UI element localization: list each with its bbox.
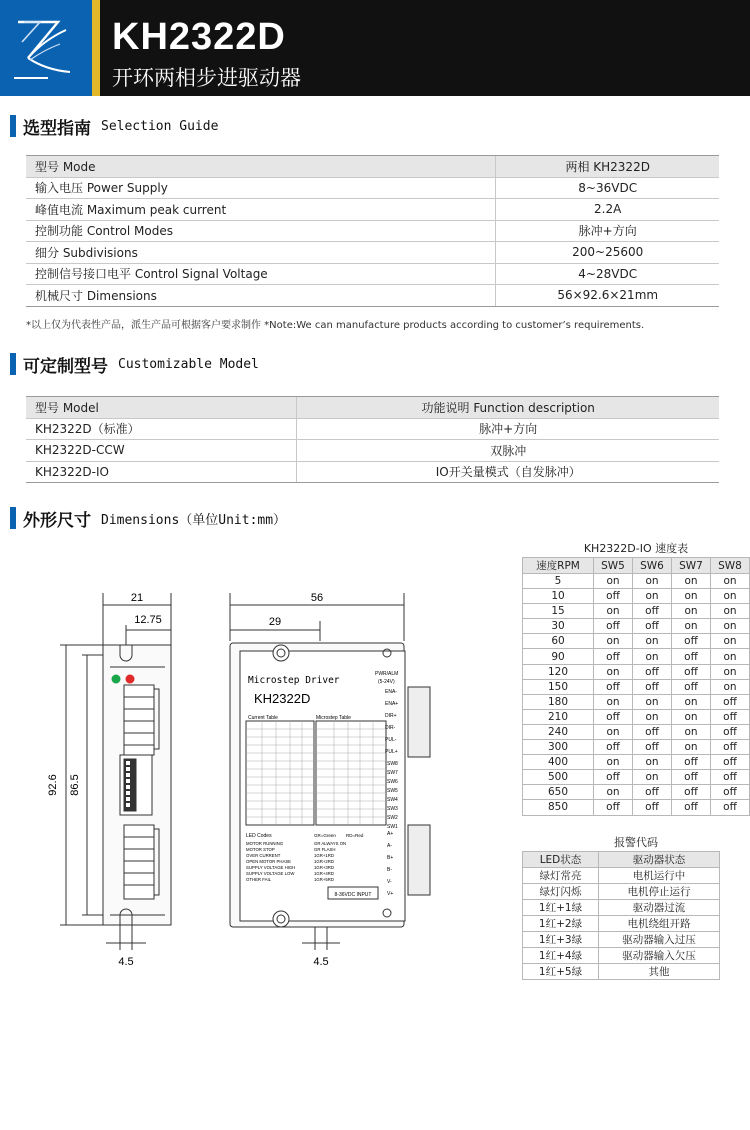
table-cell: on: [594, 755, 633, 770]
page-header: [0, 0, 750, 96]
table-row: [523, 709, 750, 724]
table-cell: off: [672, 770, 711, 785]
table-cell: on: [594, 634, 633, 649]
table-cell: 400: [523, 755, 594, 770]
table-cell: 峰值电流 Maximum peak current: [26, 199, 496, 221]
table-cell: 210: [523, 709, 594, 724]
alarm-table-title: 报警代码: [614, 836, 658, 849]
table-cell: 电机停止运行: [599, 884, 720, 900]
dim-label-86-5: 86.5: [69, 774, 81, 796]
table-row: [523, 964, 720, 980]
table-cell: on: [633, 574, 672, 589]
table-row: [523, 604, 750, 619]
table-cell: on: [672, 709, 711, 724]
table-cell: KH2322D（标准）: [26, 418, 297, 440]
table-cell: off: [711, 709, 750, 724]
table-cell: on: [672, 619, 711, 634]
table-cell: on: [633, 634, 672, 649]
table-cell: on: [633, 649, 672, 664]
selection-table: [26, 155, 719, 307]
table-cell: 1红+5绿: [523, 964, 599, 980]
table-cell: on: [672, 589, 711, 604]
dim-label-4-5-front: 4.5: [313, 956, 329, 968]
table-row: [523, 948, 720, 964]
svg-text:SW5: SW5: [387, 788, 398, 794]
svg-text:SW1: SW1: [387, 824, 398, 830]
table-cell: off: [594, 589, 633, 604]
table-cell: off: [711, 770, 750, 785]
table-row: [523, 694, 750, 709]
table-cell: on: [594, 785, 633, 800]
table-cell: 15: [523, 604, 594, 619]
table-cell: 脉冲+方向: [496, 220, 719, 242]
table-cell: off: [672, 649, 711, 664]
table-row: [26, 285, 719, 307]
svg-text:B-: B-: [387, 867, 392, 873]
table-cell: off: [594, 740, 633, 755]
svg-text:OTHER FAIL: OTHER FAIL: [246, 877, 272, 882]
model-title: KH2322D: [112, 16, 286, 58]
table-cell: 1红+2绿: [523, 916, 599, 932]
svg-text:V+: V+: [387, 891, 394, 897]
table-cell: off: [594, 679, 633, 694]
table-row: [26, 177, 719, 199]
svg-text:GR ALWAYS ON: GR ALWAYS ON: [314, 841, 347, 846]
table-cell: 电机绕组开路: [599, 916, 720, 932]
svg-text:MOTOR RUNNING: MOTOR RUNNING: [246, 841, 284, 846]
table-cell: 500: [523, 770, 594, 785]
section-selection-heading: [10, 114, 218, 138]
table-cell: off: [633, 679, 672, 694]
svg-text:SW4: SW4: [387, 797, 398, 803]
table-cell: off: [594, 800, 633, 815]
table-row: [523, 740, 750, 755]
label-input: 8-36VDC INPUT: [334, 892, 372, 898]
column-header: SW8: [711, 558, 750, 574]
table-cell: 双脉冲: [297, 440, 719, 462]
dims-title-cn: 外形尺寸: [23, 510, 91, 531]
custom-title-en: Customizable Model: [118, 356, 259, 372]
table-cell: off: [711, 800, 750, 815]
table-cell: on: [711, 649, 750, 664]
table-cell: on: [633, 589, 672, 604]
label-current-title: Current Table: [248, 715, 278, 721]
svg-text:OPEN MOTOR PHASE: OPEN MOTOR PHASE: [246, 859, 292, 864]
table-cell: on: [711, 574, 750, 589]
table-cell: 驱动器过流: [599, 900, 720, 916]
svg-text:ENA+: ENA+: [385, 701, 399, 707]
svg-text:MOTOR STOP: MOTOR STOP: [246, 847, 275, 852]
table-row: [523, 724, 750, 739]
table-row: [523, 916, 720, 932]
svg-text:B+: B+: [387, 855, 394, 861]
svg-text:DIR+: DIR+: [385, 713, 397, 719]
table-cell: off: [672, 634, 711, 649]
table-cell: 型号 Mode: [26, 156, 496, 178]
table-row: [523, 884, 720, 900]
table-row: [26, 263, 719, 285]
table-cell: on: [672, 604, 711, 619]
table-cell: 电机运行中: [599, 868, 720, 884]
column-header: LED状态: [523, 852, 599, 868]
speed-table-title: KH2322D-IO 速度表: [583, 542, 689, 555]
table-cell: 输入电压 Power Supply: [26, 177, 496, 199]
table-cell: 650: [523, 785, 594, 800]
svg-text:A-: A-: [387, 843, 392, 849]
table-cell: off: [711, 740, 750, 755]
table-row: [523, 900, 720, 916]
table-cell: 180: [523, 694, 594, 709]
label-pwr: PWR/ALM: [375, 671, 399, 677]
selection-note: *以上仅为代表性产品，派生产品可根据客户要求制作 *Note:We can manufacture products according to customer’s requirements.: [26, 320, 645, 331]
label-brand: Microstep Driver: [248, 675, 340, 686]
table-cell: off: [672, 664, 711, 679]
table-row: [523, 664, 750, 679]
table-row: [26, 156, 719, 178]
table-cell: on: [594, 574, 633, 589]
svg-text:1GR+4RD: 1GR+4RD: [314, 871, 334, 876]
table-cell: off: [672, 785, 711, 800]
label-led-red: RD=Red: [346, 833, 364, 838]
table-cell: on: [672, 694, 711, 709]
led-green: [112, 675, 121, 684]
speed-table: [522, 557, 750, 816]
table-cell: 驱动器输入过压: [599, 932, 720, 948]
table-cell: 5: [523, 574, 594, 589]
table-cell: 功能说明 Function description: [297, 397, 719, 419]
table-cell: 1红+4绿: [523, 948, 599, 964]
section-dims-heading: [10, 506, 286, 530]
table-row: [523, 755, 750, 770]
svg-text:DIR-: DIR-: [385, 725, 396, 731]
table-cell: 型号 Model: [26, 397, 297, 419]
table-cell: on: [633, 770, 672, 785]
dim-label-4-5-side: 4.5: [118, 956, 134, 968]
table-cell: KH2322D-IO: [26, 461, 297, 483]
table-cell: on: [633, 694, 672, 709]
dim-label-29: 29: [268, 616, 282, 628]
table-cell: 30: [523, 619, 594, 634]
svg-text:SW2: SW2: [387, 815, 398, 821]
table-row: [26, 440, 719, 462]
dim-label-56: 56: [310, 592, 324, 604]
table-cell: off: [711, 694, 750, 709]
table-row: [523, 932, 720, 948]
table-cell: off: [633, 800, 672, 815]
table-cell: off: [633, 619, 672, 634]
table-row: [523, 589, 750, 604]
svg-text:SW8: SW8: [387, 761, 398, 767]
table-cell: off: [633, 604, 672, 619]
svg-text:V-: V-: [387, 879, 392, 885]
table-cell: off: [594, 709, 633, 724]
section-custom-heading: [10, 352, 259, 376]
svg-text:1GR+5RD: 1GR+5RD: [314, 877, 334, 882]
table-cell: on: [594, 664, 633, 679]
table-row: [26, 199, 719, 221]
table-row: [26, 242, 719, 264]
table-cell: off: [633, 724, 672, 739]
table-cell: 120: [523, 664, 594, 679]
table-cell: off: [711, 724, 750, 739]
table-cell: 绿灯常亮: [523, 868, 599, 884]
svg-text:PUL+: PUL+: [385, 749, 398, 755]
svg-text:PUL-: PUL-: [385, 737, 397, 743]
table-row: [523, 800, 750, 815]
svg-text:1GR+2RD: 1GR+2RD: [314, 859, 334, 864]
table-cell: off: [711, 785, 750, 800]
table-cell: off: [672, 679, 711, 694]
table-cell: on: [672, 724, 711, 739]
table-cell: off: [672, 800, 711, 815]
table-cell: off: [672, 755, 711, 770]
table-cell: 4~28VDC: [496, 263, 719, 285]
dims-title-en: Dimensions（单位Unit:mm）: [101, 512, 287, 528]
custom-table: [26, 396, 719, 483]
table-row: [523, 574, 750, 589]
table-cell: on: [711, 589, 750, 604]
svg-text:SW3: SW3: [387, 806, 398, 812]
table-cell: on: [594, 604, 633, 619]
table-row: [26, 461, 719, 483]
table-cell: on: [672, 574, 711, 589]
dim-label-21: 21: [130, 592, 144, 604]
table-cell: on: [633, 755, 672, 770]
table-row: [523, 868, 720, 884]
svg-text:OVER CURRENT: OVER CURRENT: [246, 853, 281, 858]
table-cell: off: [633, 785, 672, 800]
table-cell: on: [594, 694, 633, 709]
label-pwr-volt: (5-24V): [378, 679, 395, 685]
table-cell: on: [711, 679, 750, 694]
table-cell: off: [633, 740, 672, 755]
svg-text:ENA-: ENA-: [385, 689, 397, 695]
table-cell: 60: [523, 634, 594, 649]
svg-text:SUPPLY VOLTAGE HIGH: SUPPLY VOLTAGE HIGH: [246, 865, 296, 870]
table-cell: off: [594, 770, 633, 785]
table-cell: KH2322D-CCW: [26, 440, 297, 462]
table-cell: IO开关量模式（自发脉冲）: [297, 461, 719, 483]
table-cell: 脉冲+方向: [297, 418, 719, 440]
table-cell: on: [711, 664, 750, 679]
table-cell: 2.2A: [496, 199, 719, 221]
led-red: [126, 675, 135, 684]
column-header: SW7: [672, 558, 711, 574]
table-cell: on: [594, 724, 633, 739]
label-led-codes: LED Codes: [246, 833, 272, 839]
table-header-row: [523, 852, 720, 868]
table-row: [26, 220, 719, 242]
table-cell: 10: [523, 589, 594, 604]
svg-text:SW6: SW6: [387, 779, 398, 785]
table-cell: 56×92.6×21mm: [496, 285, 719, 307]
table-cell: 细分 Subdivisions: [26, 242, 496, 264]
dimension-drawing: [40, 585, 440, 975]
label-model: KH2322D: [254, 691, 311, 706]
table-cell: on: [711, 634, 750, 649]
table-row: [26, 397, 719, 419]
table-cell: 1红+1绿: [523, 900, 599, 916]
table-cell: 240: [523, 724, 594, 739]
custom-title-cn: 可定制型号: [23, 356, 108, 377]
column-header: SW6: [633, 558, 672, 574]
column-header: SW5: [594, 558, 633, 574]
selection-title-cn: 选型指南: [23, 118, 91, 139]
table-row: [523, 649, 750, 664]
table-cell: off: [711, 755, 750, 770]
table-row: [523, 785, 750, 800]
header-accent-bar: [92, 0, 100, 96]
table-cell: 8~36VDC: [496, 177, 719, 199]
table-row: [523, 619, 750, 634]
table-cell: 200~25600: [496, 242, 719, 264]
table-cell: on: [633, 709, 672, 724]
table-cell: on: [711, 619, 750, 634]
selection-title-en: Selection Guide: [101, 118, 219, 134]
table-cell: 150: [523, 679, 594, 694]
svg-text:1GR+3RD: 1GR+3RD: [314, 865, 334, 870]
svg-text:SUPPLY VOLTAGE LOW: SUPPLY VOLTAGE LOW: [246, 871, 295, 876]
column-header: 驱动器状态: [599, 852, 720, 868]
table-cell: on: [711, 604, 750, 619]
dim-label-12-75: 12.75: [134, 614, 162, 626]
svg-text:A+: A+: [387, 831, 394, 837]
label-led-green: GR=Green: [314, 833, 336, 838]
side-view: [60, 593, 171, 950]
table-cell: 300: [523, 740, 594, 755]
table-cell: off: [633, 664, 672, 679]
alarm-table: [522, 851, 720, 980]
column-header: 速度RPM: [523, 558, 594, 574]
table-header-row: [523, 558, 750, 574]
svg-text:GR FLASH: GR FLASH: [314, 847, 336, 852]
table-cell: on: [672, 740, 711, 755]
table-cell: off: [594, 649, 633, 664]
dim-label-92-6: 92.6: [47, 774, 59, 796]
svg-text:1GR+1RD: 1GR+1RD: [314, 853, 334, 858]
model-subtitle: 开环两相步进驱动器: [112, 66, 301, 90]
table-cell: 机械尺寸 Dimensions: [26, 285, 496, 307]
table-cell: 90: [523, 649, 594, 664]
table-cell: 驱动器输入欠压: [599, 948, 720, 964]
table-cell: 两相 KH2322D: [496, 156, 719, 178]
table-row: [523, 634, 750, 649]
table-cell: 850: [523, 800, 594, 815]
table-cell: off: [594, 619, 633, 634]
table-cell: 控制信号接口电平 Control Signal Voltage: [26, 263, 496, 285]
label-micro-title: Microstep Table: [316, 715, 351, 721]
table-cell: 控制功能 Control Modes: [26, 220, 496, 242]
table-cell: 其他: [599, 964, 720, 980]
table-row: [26, 418, 719, 440]
svg-text:SW7: SW7: [387, 770, 398, 776]
table-row: [523, 679, 750, 694]
table-row: [523, 770, 750, 785]
front-view: [230, 593, 430, 950]
brand-logo: [0, 0, 92, 96]
table-cell: 绿灯闪烁: [523, 884, 599, 900]
table-cell: 1红+3绿: [523, 932, 599, 948]
